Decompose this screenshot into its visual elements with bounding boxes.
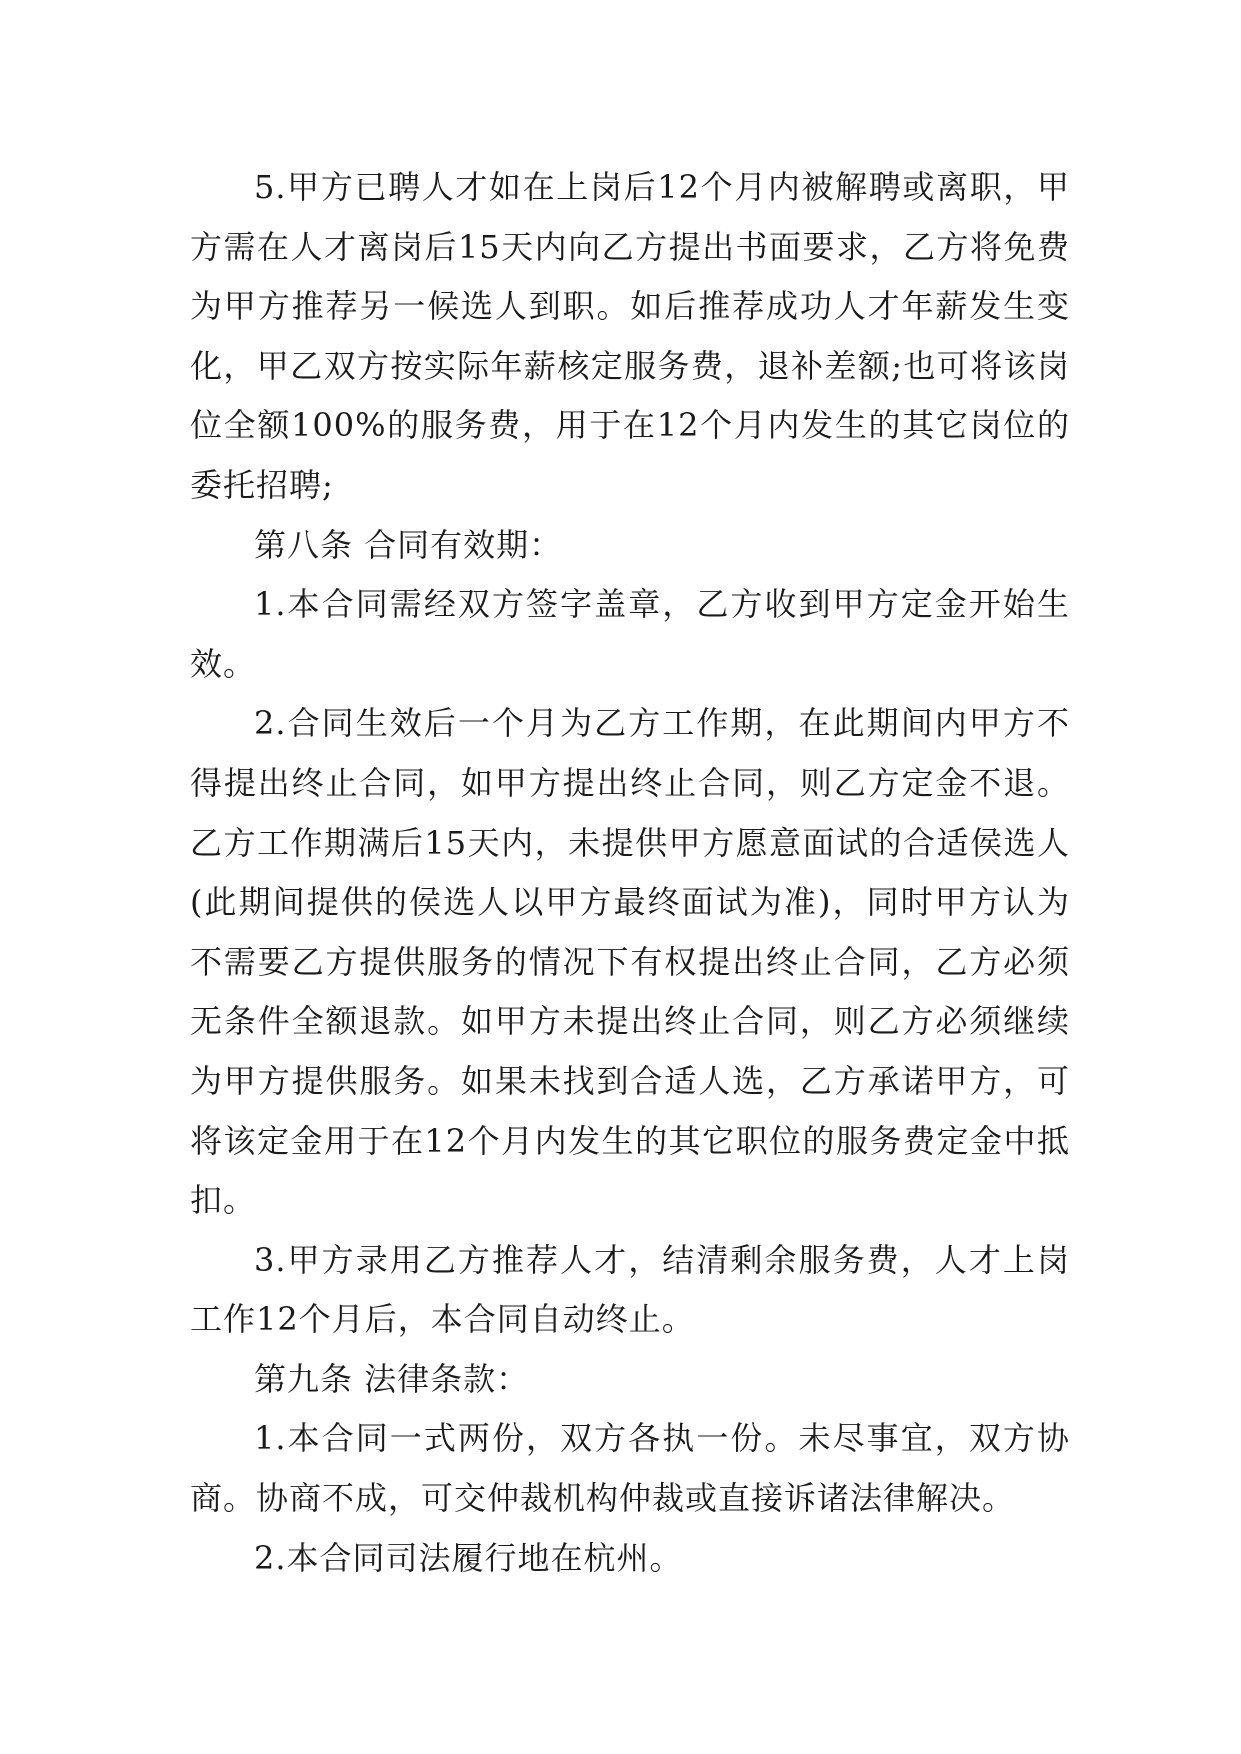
clause-paragraph: 3.甲方录用乙方推荐人才，结清剩余服务费，人才上岗工作12个月后，本合同自动终止。: [190, 1240, 1070, 1339]
clause-paragraph: 2.本合同司法履行地在杭州。: [254, 1538, 683, 1577]
clause-paragraph: 1.本合同需经双方签字盖章，乙方收到甲方定金开始生效。: [190, 585, 1070, 683]
section-heading: 第八条 合同有效期：: [254, 525, 563, 564]
clause-paragraph: 2.合同生效后一个月为乙方工作期，在此期间内甲方不得提出终止合同，如甲方提出终止合同，则乙方定金不退。乙方工作期满后15天内，未提供甲方愿意面试的合适侯选人(此期间提供的侯选人以甲方最终面试为准)，同时甲方认为不需要乙方提供服务的情况下有权提出终止合同，乙方必须无条件全额退款。如甲方未提出终止合同，则乙方必须继续为甲方提供服务。如果未找到合适人选，乙方承诺甲方，可将该定金用于在12个月内发生的其它职位的服务费定金中抵扣。: [190, 704, 1070, 1220]
clause-paragraph: 5.甲方已聘人才如在上岗后12个月内被解聘或离职，甲方需在人才离岗后15天内向乙方提出书面要求，乙方将免费为甲方推荐另一候选人到职。如后推荐成功人才年薪发生变化，甲乙双方按实际年薪核定服务费，退补差额;也可将该岗位全额100%的服务费，用于在12个月内发生的其它岗位的委托招聘;: [190, 168, 1070, 504]
document-body: [190, 158, 1070, 1588]
section-heading: 第九条 法律条款：: [254, 1359, 530, 1398]
clause-paragraph: 1.本合同一式两份，双方各执一份。未尽事宜，双方协商。协商不成，可交仲裁机构仲裁或直接诉诸法律解决。: [190, 1419, 1070, 1518]
